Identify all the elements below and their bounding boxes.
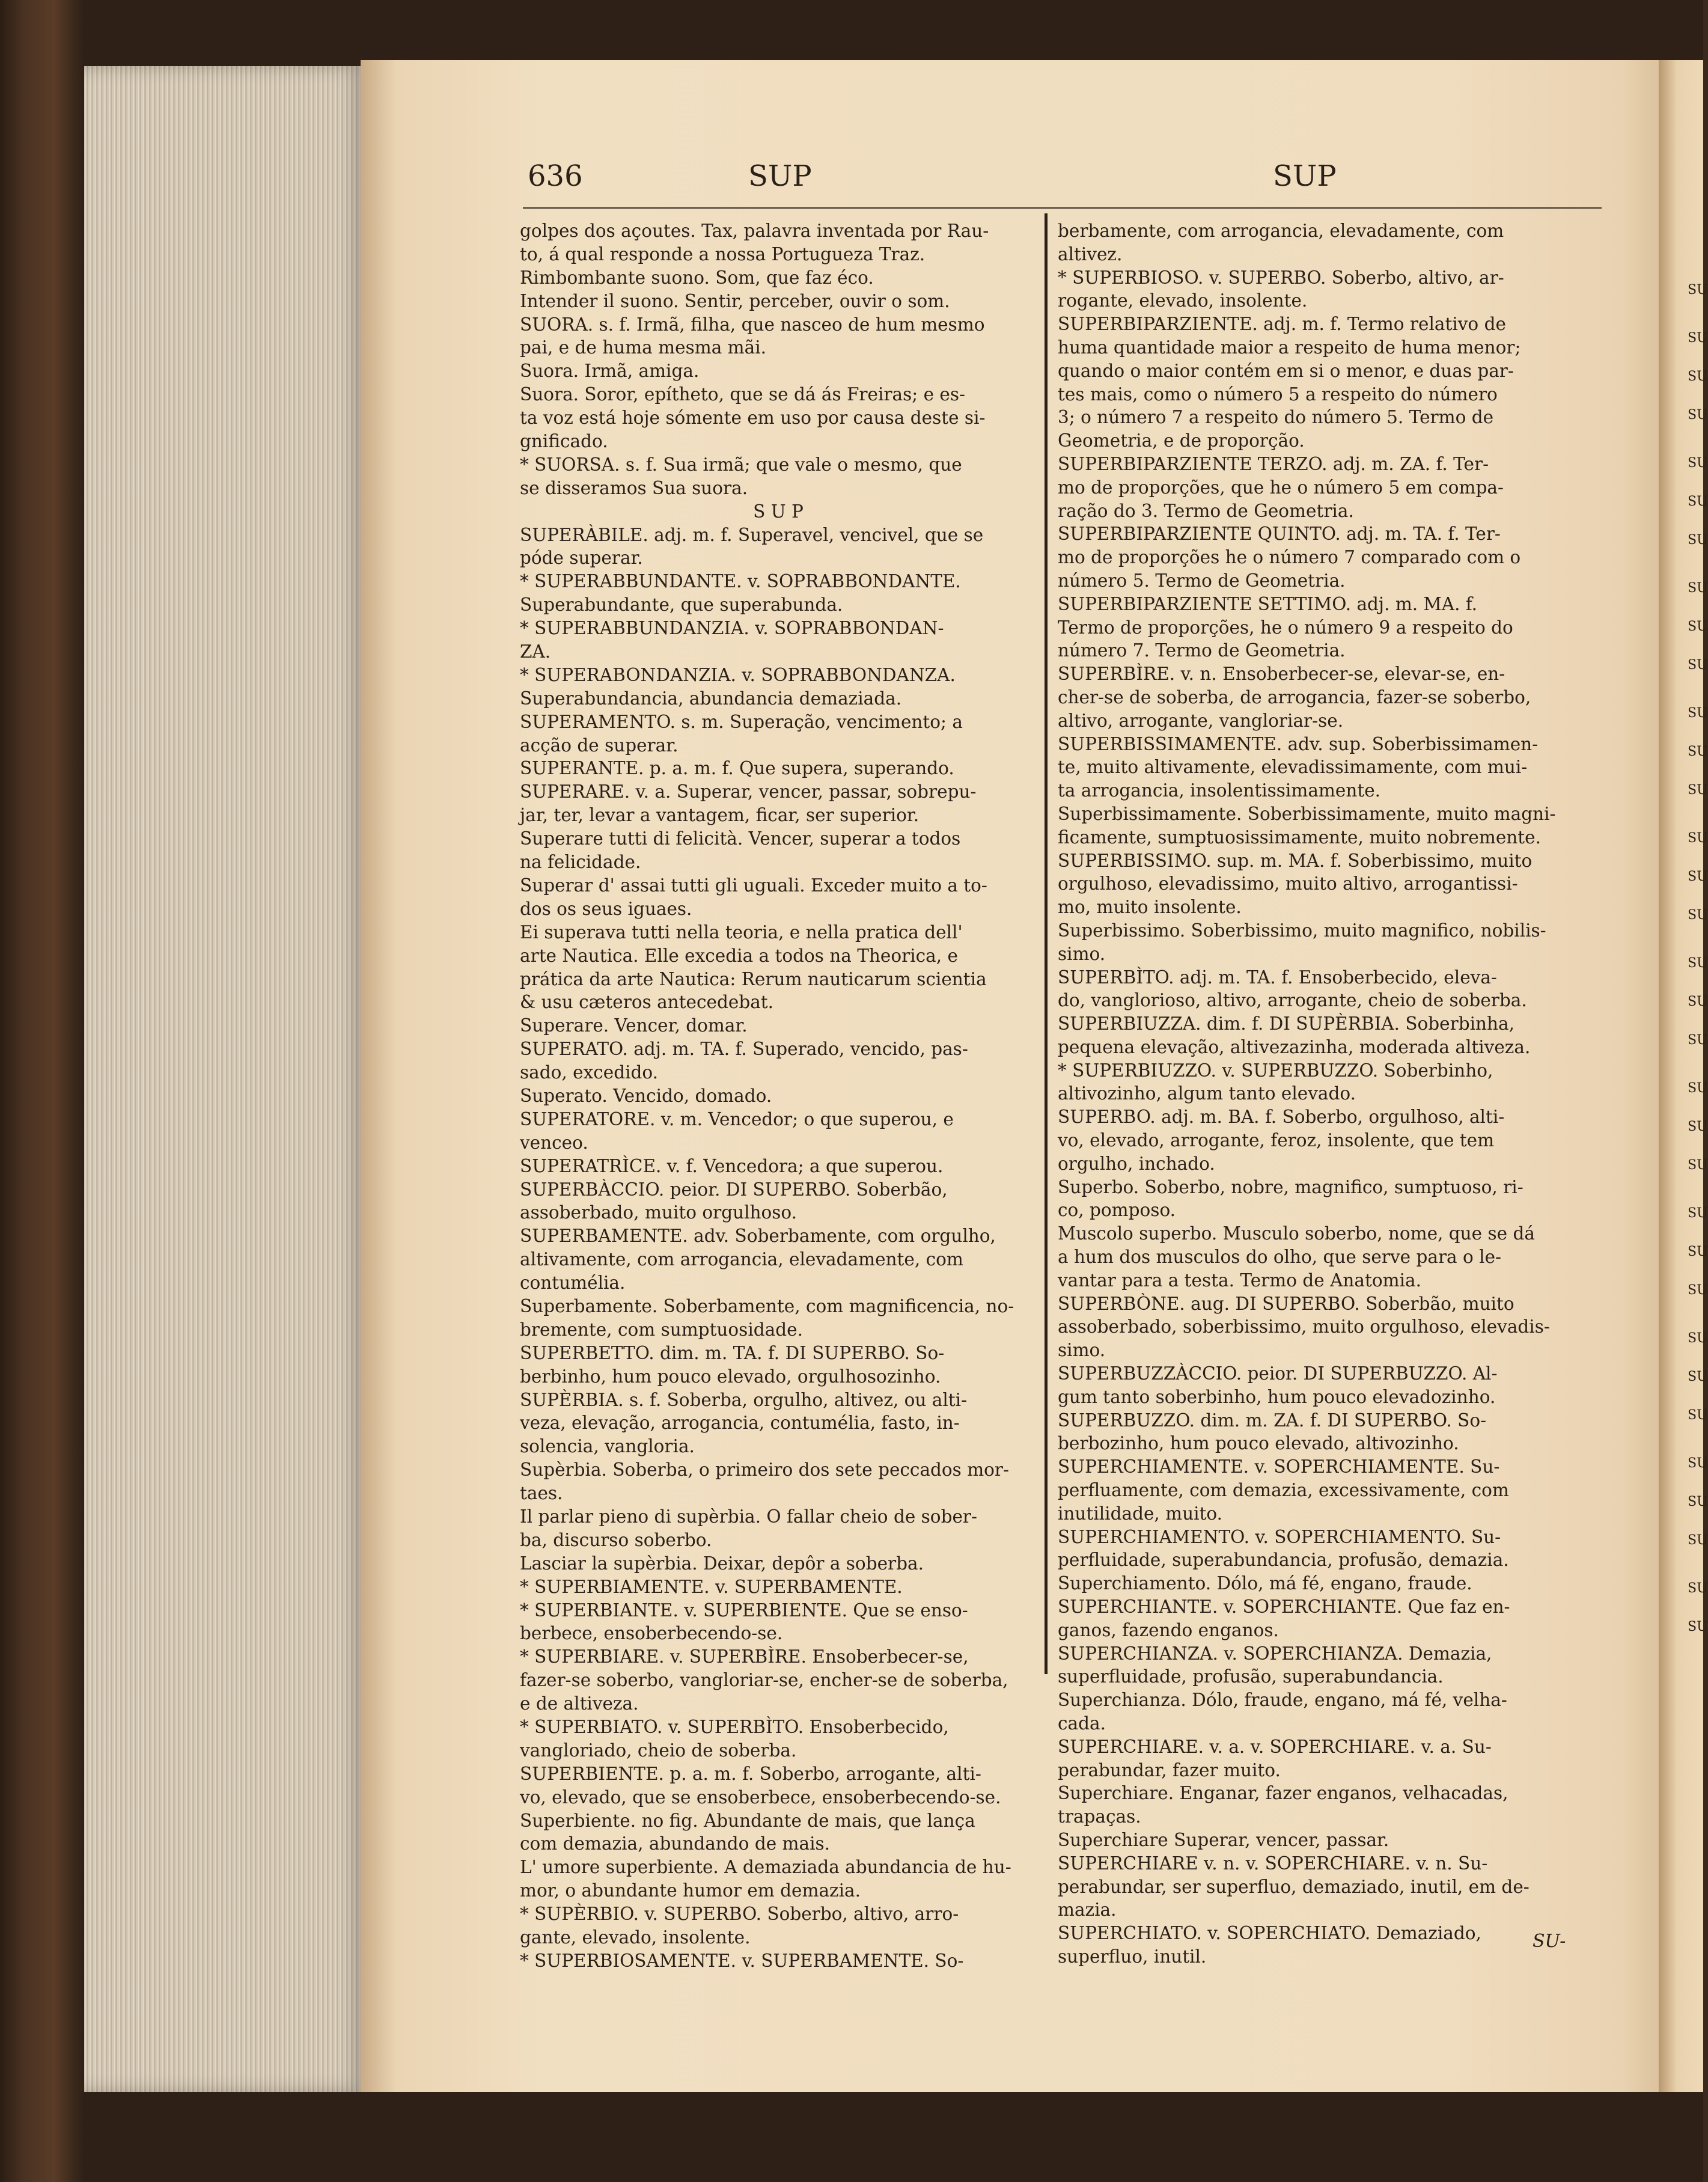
dictionary-line: SUPERARE. v. a. Superar, vencer, passar, sobrepu- (520, 781, 977, 802)
margin-fragment: SU (1688, 869, 1708, 884)
dictionary-line: SUPERANTE. p. a. m. f. Que supera, superando. (520, 758, 954, 779)
dictionary-line: com demazia, abundando de mais. (520, 1833, 831, 1854)
dictionary-line: acção de superar. (520, 735, 679, 756)
dictionary-line: ficamente, sumptuosissimamente, muito nobremente. (1058, 827, 1541, 848)
dictionary-line: SUPERBIENTE. p. a. m. f. Soberbo, arrogante, alti- (520, 1763, 981, 1784)
dictionary-line: pequena elevação, altivezazinha, moderada altiveza. (1058, 1036, 1531, 1057)
margin-fragment: SU (1688, 831, 1708, 846)
dictionary-line: to, á qual responde a nossa Portugueza Traz. (520, 243, 926, 264)
dictionary-line: venceo. (520, 1132, 588, 1153)
dictionary-line: assoberbado, muito orgulhoso. (520, 1202, 798, 1223)
dictionary-line: ração do 3. Termo de Geometria. (1058, 500, 1354, 521)
margin-fragment: SU (1688, 1494, 1708, 1509)
dictionary-line: arte Nautica. Elle excedia a todos na Theorica, e (520, 945, 958, 966)
dictionary-line: SUPERBO. adj. m. BA. f. Soberbo, orgulhoso, alti- (1058, 1107, 1505, 1128)
dictionary-line: simo. (1058, 943, 1106, 964)
margin-fragment: SU (1688, 1581, 1708, 1596)
dictionary-line: taes. (520, 1483, 563, 1504)
dictionary-line: orgulho, inchado. (1058, 1153, 1215, 1174)
dictionary-line: * SUORSA. s. f. Sua irmã; que vale o mesmo, que (520, 454, 962, 475)
column-divider (1045, 213, 1048, 1674)
dictionary-line: SUPERATO. adj. m. TA. f. Superado, vencido, pas- (520, 1039, 968, 1060)
running-head-left: SUP (748, 159, 812, 193)
dictionary-line: número 7. Termo de Geometria. (1058, 640, 1346, 661)
page-number: 636 (528, 159, 583, 193)
dictionary-line: cada. (1058, 1713, 1106, 1734)
left-column (520, 219, 1037, 1971)
dictionary-line: póde superar. (520, 548, 643, 569)
dictionary-line: Superbamente. Soberbamente, com magnificencia, no- (520, 1295, 1014, 1316)
dictionary-line: Superabundante, que superabunda. (520, 594, 843, 616)
dictionary-line: SUPERÀBILE. adj. m. f. Superavel, vencivel, que se (520, 524, 984, 545)
dictionary-line: vantar para a testa. Termo de Anatomia. (1058, 1270, 1421, 1291)
dictionary-line: Superbo. Soberbo, nobre, magnifico, sumptuoso, ri- (1058, 1176, 1523, 1197)
dictionary-line: mor, o abundante humor em demazia. (520, 1880, 861, 1901)
dictionary-line: na felicidade. (520, 852, 641, 873)
dictionary-line: SUPERCHIAMENTO. v. SOPERCHIAMENTO. Su- (1058, 1526, 1501, 1547)
dictionary-line: SUPERCHIANZA. v. SOPERCHIANZA. Demazia, (1058, 1643, 1492, 1664)
margin-fragment: SU (1688, 1456, 1708, 1471)
dictionary-line: veza, elevação, arrogancia, contumélia, fasto, in- (520, 1413, 960, 1434)
dictionary-line: golpes dos açoutes. Tax, palavra inventada por Rau- (520, 221, 989, 241)
margin-fragment: SU (1688, 619, 1708, 634)
dictionary-line: ta arrogancia, insolentissimamente. (1058, 780, 1381, 801)
margin-fragment: SU (1688, 408, 1708, 423)
dictionary-line: orgulhoso, elevadissimo, muito altivo, arrogantissi- (1058, 873, 1518, 894)
dictionary-line: * SUPERBIANTE. v. SUPERBIENTE. Que se enso- (520, 1600, 968, 1621)
dictionary-line: Superbissimo. Soberbissimo, muito magnifico, nobilis- (1058, 920, 1546, 941)
margin-fragment: SU (1688, 1081, 1708, 1096)
dictionary-line: a hum dos musculos do olho, que serve para o le- (1058, 1247, 1502, 1268)
dictionary-line: simo. (1058, 1340, 1106, 1361)
dictionary-line: SUPERBIPARZIENTE QUINTO. adj. m. TA. f. Ter- (1058, 524, 1501, 545)
dictionary-line: * SUPERBIUZZO. v. SUPERBUZZO. Soberbinho, (1058, 1060, 1493, 1081)
catchword: SU- (1533, 1931, 1566, 1952)
dictionary-line: ba, discurso soberbo. (520, 1529, 712, 1550)
dictionary-line: SUPERBUZZO. dim. m. ZA. f. DI SUPERBO. So- (1058, 1410, 1487, 1431)
book-page-edges (84, 66, 367, 2092)
dictionary-line: SUPERBIPARZIENTE. adj. m. f. Termo relativo de (1058, 314, 1506, 335)
dictionary-line: Suora. Soror, epítheto, que se dá ás Freiras; e es- (520, 384, 965, 405)
dictionary-line: se disseramos Sua suora. (520, 477, 748, 498)
dictionary-line: Superar d' assai tutti gli uguali. Exceder muito a to- (520, 875, 987, 896)
dictionary-line: superfluidade, profusão, superabundancia. (1058, 1666, 1444, 1687)
dictionary-line: SUPERATRÌCE. v. f. Vencedora; a que superou. (520, 1155, 944, 1176)
dictionary-line: berbozinho, hum pouco elevado, altivozinho. (1058, 1433, 1459, 1454)
dictionary-line: Superare. Vencer, domar. (520, 1015, 748, 1036)
dictionary-line: altivozinho, algum tanto elevado. (1058, 1083, 1356, 1104)
dictionary-line: fazer-se soberbo, vangloriar-se, encher-se de soberba, (520, 1670, 1008, 1691)
margin-fragment: SU (1688, 1283, 1708, 1298)
dictionary-line: SUPÈRBIA. s. f. Soberba, orgulho, altivez, ou alti- (520, 1389, 968, 1410)
dictionary-line: dos os seus iguaes. (520, 898, 692, 919)
dictionary-line: mo de proporções he o número 7 comparado com o (1058, 547, 1521, 568)
dictionary-line: altivamente, com arrogancia, elevadamente, com (520, 1249, 963, 1270)
dictionary-line: SUPERBÀCCIO. peior. DI SUPERBO. Soberbão, (520, 1179, 948, 1200)
dictionary-line: perfluamente, com demazia, excessivamente, com (1058, 1480, 1509, 1501)
margin-fragment: SU (1688, 1158, 1708, 1173)
margin-fragment: SU (1688, 744, 1708, 759)
dictionary-line: SUPERBIUZZA. dim. f. DI SUPÈRBIA. Soberbinha, (1058, 1013, 1515, 1034)
header-rule (523, 207, 1602, 209)
dictionary-line: Termo de proporções, he o número 9 a respeito do (1058, 617, 1513, 638)
dictionary-line: quando o maior contém em si o menor, e duas par- (1058, 360, 1514, 381)
dictionary-line: vo, elevado, que se ensoberbece, ensoberbecendo-se. (520, 1786, 1001, 1808)
margin-fragment: SU (1688, 369, 1708, 384)
dictionary-line: tes mais, como o número 5 a respeito do número (1058, 384, 1498, 405)
dictionary-line: * SUPERBIAMENTE. v. SUPERBAMENTE. (520, 1576, 903, 1597)
dictionary-line: SUPERCHIARE v. n. v. SOPERCHIARE. v. n. Su- (1058, 1853, 1488, 1874)
dictionary-line: * SUPERABBUNDANTE. v. SOPRABBONDANTE. (520, 571, 961, 592)
dictionary-line: Il parlar pieno di supèrbia. O fallar cheio de sober- (520, 1506, 977, 1527)
margin-fragment: SU (1688, 1206, 1708, 1221)
margin-fragment: SU (1688, 908, 1708, 923)
margin-fragment: SU (1688, 706, 1708, 721)
margin-fragment: SU (1688, 994, 1708, 1009)
dictionary-line: SUPERBÌRE. v. n. Ensoberbecer-se, elevar-se, en- (1058, 664, 1505, 685)
dictionary-line: 3; o número 7 a respeito do número 5. Termo de (1058, 407, 1494, 428)
dictionary-line: Superchiamento. Dólo, má fé, engano, fraude. (1058, 1573, 1472, 1594)
dictionary-line: * SUPÈRBIO. v. SUPERBO. Soberbo, altivo, arro- (520, 1904, 959, 1925)
dictionary-line: Geometria, e de proporção. (1058, 430, 1305, 451)
dictionary-line: te, muito altivamente, elevadissimamente, com mui- (1058, 757, 1528, 778)
dictionary-line: Lasciar la supèrbia. Deixar, depôr a soberba. (520, 1553, 924, 1574)
dictionary-line: Superchianza. Dólo, fraude, engano, má fé, velha- (1058, 1690, 1507, 1711)
dictionary-line: altivo, arrogante, vangloriar-se. (1058, 710, 1344, 731)
dictionary-line: Superbissimamente. Soberbissimamente, muito magni- (1058, 803, 1556, 824)
dictionary-line: SUPERCHIATO. v. SOPERCHIATO. Demaziado, (1058, 1923, 1481, 1944)
dictionary-line: * SUPERBIARE. v. SUPERBÌRE. Ensoberbecer-se, (520, 1646, 969, 1667)
dictionary-line: número 5. Termo de Geometria. (1058, 570, 1346, 591)
margin-fragment: SU (1688, 456, 1708, 471)
dictionary-line: SUPERBUZZÀCCIO. peior. DI SUPERBUZZO. Al- (1058, 1363, 1498, 1384)
dictionary-line: Muscolo superbo. Musculo soberbo, nome, que se dá (1058, 1223, 1535, 1244)
margin-fragment: SU (1688, 283, 1708, 298)
dictionary-line: mo de proporções, que he o número 5 em compa- (1058, 477, 1504, 498)
dictionary-line: jar, ter, levar a vantagem, ficar, ser superior. (520, 805, 920, 826)
margin-fragment: SU (1688, 783, 1708, 798)
dictionary-line: berbamente, com arrogancia, elevadamente, com (1058, 221, 1504, 241)
dictionary-line: gante, elevado, insolente. (520, 1927, 751, 1948)
dictionary-line: SUORA. s. f. Irmã, filha, que nasceo de hum mesmo (520, 314, 985, 335)
right-column (1058, 219, 1575, 1993)
dictionary-line: Superchiare. Enganar, fazer enganos, velhacadas, (1058, 1783, 1508, 1804)
dictionary-line: pai, e de huma mesma mãi. (520, 337, 767, 358)
dictionary-line: mo, muito insolente. (1058, 897, 1242, 918)
dictionary-line: co, pomposo. (1058, 1200, 1176, 1221)
dictionary-line: rogante, elevado, insolente. (1058, 290, 1308, 311)
dictionary-line: trapaças. (1058, 1806, 1141, 1827)
dictionary-line: bremente, com sumptuosidade. (520, 1319, 803, 1340)
dictionary-line: e de altiveza. (520, 1693, 639, 1714)
dictionary-line: vo, elevado, arrogante, feroz, insolente, que tem (1058, 1130, 1495, 1151)
dictionary-line: Superato. Vencido, domado. (520, 1085, 772, 1106)
dictionary-line: Superare tutti di felicità. Vencer, superar a todos (520, 828, 961, 849)
dictionary-line: SUPERCHIANTE. v. SOPERCHIANTE. Que faz en- (1058, 1597, 1510, 1618)
dictionary-line: perabundar, fazer muito. (1058, 1759, 1281, 1780)
margin-fragment: SU (1688, 331, 1708, 346)
dictionary-line: Superchiare Superar, vencer, passar. (1058, 1829, 1389, 1850)
margin-fragment: SU (1688, 956, 1708, 971)
dictionary-line: Intender il suono. Sentir, perceber, ouvir o som. (520, 290, 950, 311)
dictionary-line: contumélia. (520, 1273, 626, 1294)
dictionary-line: SUPERBÌTO. adj. m. TA. f. Ensoberbecido, eleva- (1058, 967, 1497, 988)
dictionary-line: Superbiente. no fig. Abundante de mais, que lança (520, 1810, 975, 1831)
margin-fragment: SU (1688, 533, 1708, 548)
dictionary-line: Supèrbia. Soberba, o primeiro dos sete peccados mor- (520, 1459, 1010, 1481)
dictionary-line: L' umore superbiente. A demaziada abundancia de hu- (520, 1857, 1011, 1878)
dictionary-line: * SUPERABBUNDANZIA. v. SOPRABBONDAN- (520, 618, 944, 639)
dictionary-line: SUPERBIPARZIENTE TERZO. adj. m. ZA. f. Ter- (1058, 453, 1489, 474)
dictionary-line: mazia. (1058, 1899, 1117, 1921)
dictionary-line: Superabundancia, abundancia demaziada. (520, 688, 902, 709)
dictionary-line: gum tanto soberbinho, hum pouco elevadozinho. (1058, 1386, 1496, 1407)
dictionary-line: gnificado. (520, 431, 608, 452)
dictionary-line: SUPERBIPARZIENTE SETTIMO. adj. m. MA. f. (1058, 593, 1478, 614)
dictionary-line: perabundar, ser superfluo, demaziado, inutil, em de- (1058, 1876, 1530, 1897)
dictionary-line: & usu cæteros antecedebat. (520, 992, 774, 1013)
running-head-right: SUP (1273, 159, 1337, 193)
dictionary-line: * SUPERBIOSO. v. SUPERBO. Soberbo, altivo, ar- (1058, 267, 1504, 288)
dictionary-line: * SUPERBIOSAMENTE. v. SUPERBAMENTE. So- (520, 1950, 964, 1971)
dictionary-line: vangloriado, cheio de soberba. (520, 1740, 797, 1761)
dictionary-line: Suora. Irmã, amiga. (520, 361, 700, 382)
dictionary-line: sado, excedido. (520, 1062, 659, 1083)
margin-fragment: SU (1688, 1408, 1708, 1423)
dictionary-line: Ei superava tutti nella teoria, e nella pratica dell' (520, 921, 963, 943)
dictionary-line: ta voz está hoje sómente em uso por causa deste si- (520, 408, 986, 429)
dictionary-line: berbinho, hum pouco elevado, orgulhosozinho. (520, 1366, 941, 1387)
dictionary-line: altivez. (1058, 243, 1123, 264)
dictionary-line: do, vanglorioso, altivo, arrogante, cheio de soberba. (1058, 990, 1527, 1011)
dictionary-line: * SUPERABONDANZIA. v. SOPRABBONDANZA. (520, 664, 956, 685)
margin-fragment: SU (1688, 1619, 1708, 1634)
dictionary-line: SUPERCHIAMENTE. v. SOPERCHIAMENTE. Su- (1058, 1456, 1500, 1478)
margin-fragment: SU (1688, 1331, 1708, 1346)
margin-fragment: SU (1688, 1244, 1708, 1259)
dictionary-line: SUPERBISSIMAMENTE. adv. sup. Soberbissimamen- (1058, 733, 1539, 754)
dictionary-line: SUPERBETTO. dim. m. TA. f. DI SUPERBO. So- (520, 1342, 945, 1363)
dictionary-line: perfluidade, superabundancia, profusão, demazia. (1058, 1550, 1509, 1571)
dictionary-line: solencia, vangloria. (520, 1436, 695, 1457)
margin-fragment: SU (1688, 1533, 1708, 1548)
margin-fragment: SU (1688, 581, 1708, 596)
margin-fragment: SU (1688, 1033, 1708, 1048)
dictionary-line: superfluo, inutil. (1058, 1946, 1207, 1967)
margin-fragment: SU (1688, 494, 1708, 509)
dictionary-line: SUPERATORE. v. m. Vencedor; o que superou, e (520, 1108, 954, 1129)
dictionary-line: huma quantidade maior a respeito de huma menor; (1058, 337, 1521, 358)
dictionary-line: berbece, ensoberbecendo-se. (520, 1623, 783, 1644)
dictionary-line: Rimbombante suono. Som, que faz éco. (520, 267, 874, 288)
dictionary-line: SUPERCHIARE. v. a. v. SOPERCHIARE. v. a. Su- (1058, 1736, 1492, 1757)
margin-fragment: SU (1688, 1369, 1708, 1384)
dictionary-line: S U P (753, 501, 804, 522)
dictionary-line: SUPERBÒNE. aug. DI SUPERBO. Soberbão, muito (1058, 1293, 1514, 1314)
dictionary-line: * SUPERBIATO. v. SUPERBÌTO. Ensoberbecido, (520, 1717, 949, 1737)
dictionary-line: assoberbado, soberbissimo, muito orgulhoso, elevadis- (1058, 1316, 1550, 1337)
dictionary-line: cher-se de soberba, de arrogancia, fazer-se soberbo, (1058, 686, 1531, 707)
dictionary-line: ganos, fazendo enganos. (1058, 1619, 1279, 1640)
margin-fragment: SU (1688, 658, 1708, 673)
facing-page-margin (1688, 283, 1708, 1658)
dictionary-line: prática da arte Nautica: Rerum nauticarum scientia (520, 968, 987, 989)
dictionary-line: SUPERAMENTO. s. m. Superação, vencimento; a (520, 711, 963, 732)
dictionary-line: ZA. (520, 641, 551, 662)
dictionary-line: inutilidade, muito. (1058, 1503, 1223, 1524)
margin-fragment: SU (1688, 1119, 1708, 1134)
dictionary-line: SUPERBISSIMO. sup. m. MA. f. Soberbissimo, muito (1058, 850, 1533, 871)
dictionary-line: SUPERBAMENTE. adv. Soberbamente, com orgulho, (520, 1226, 996, 1247)
